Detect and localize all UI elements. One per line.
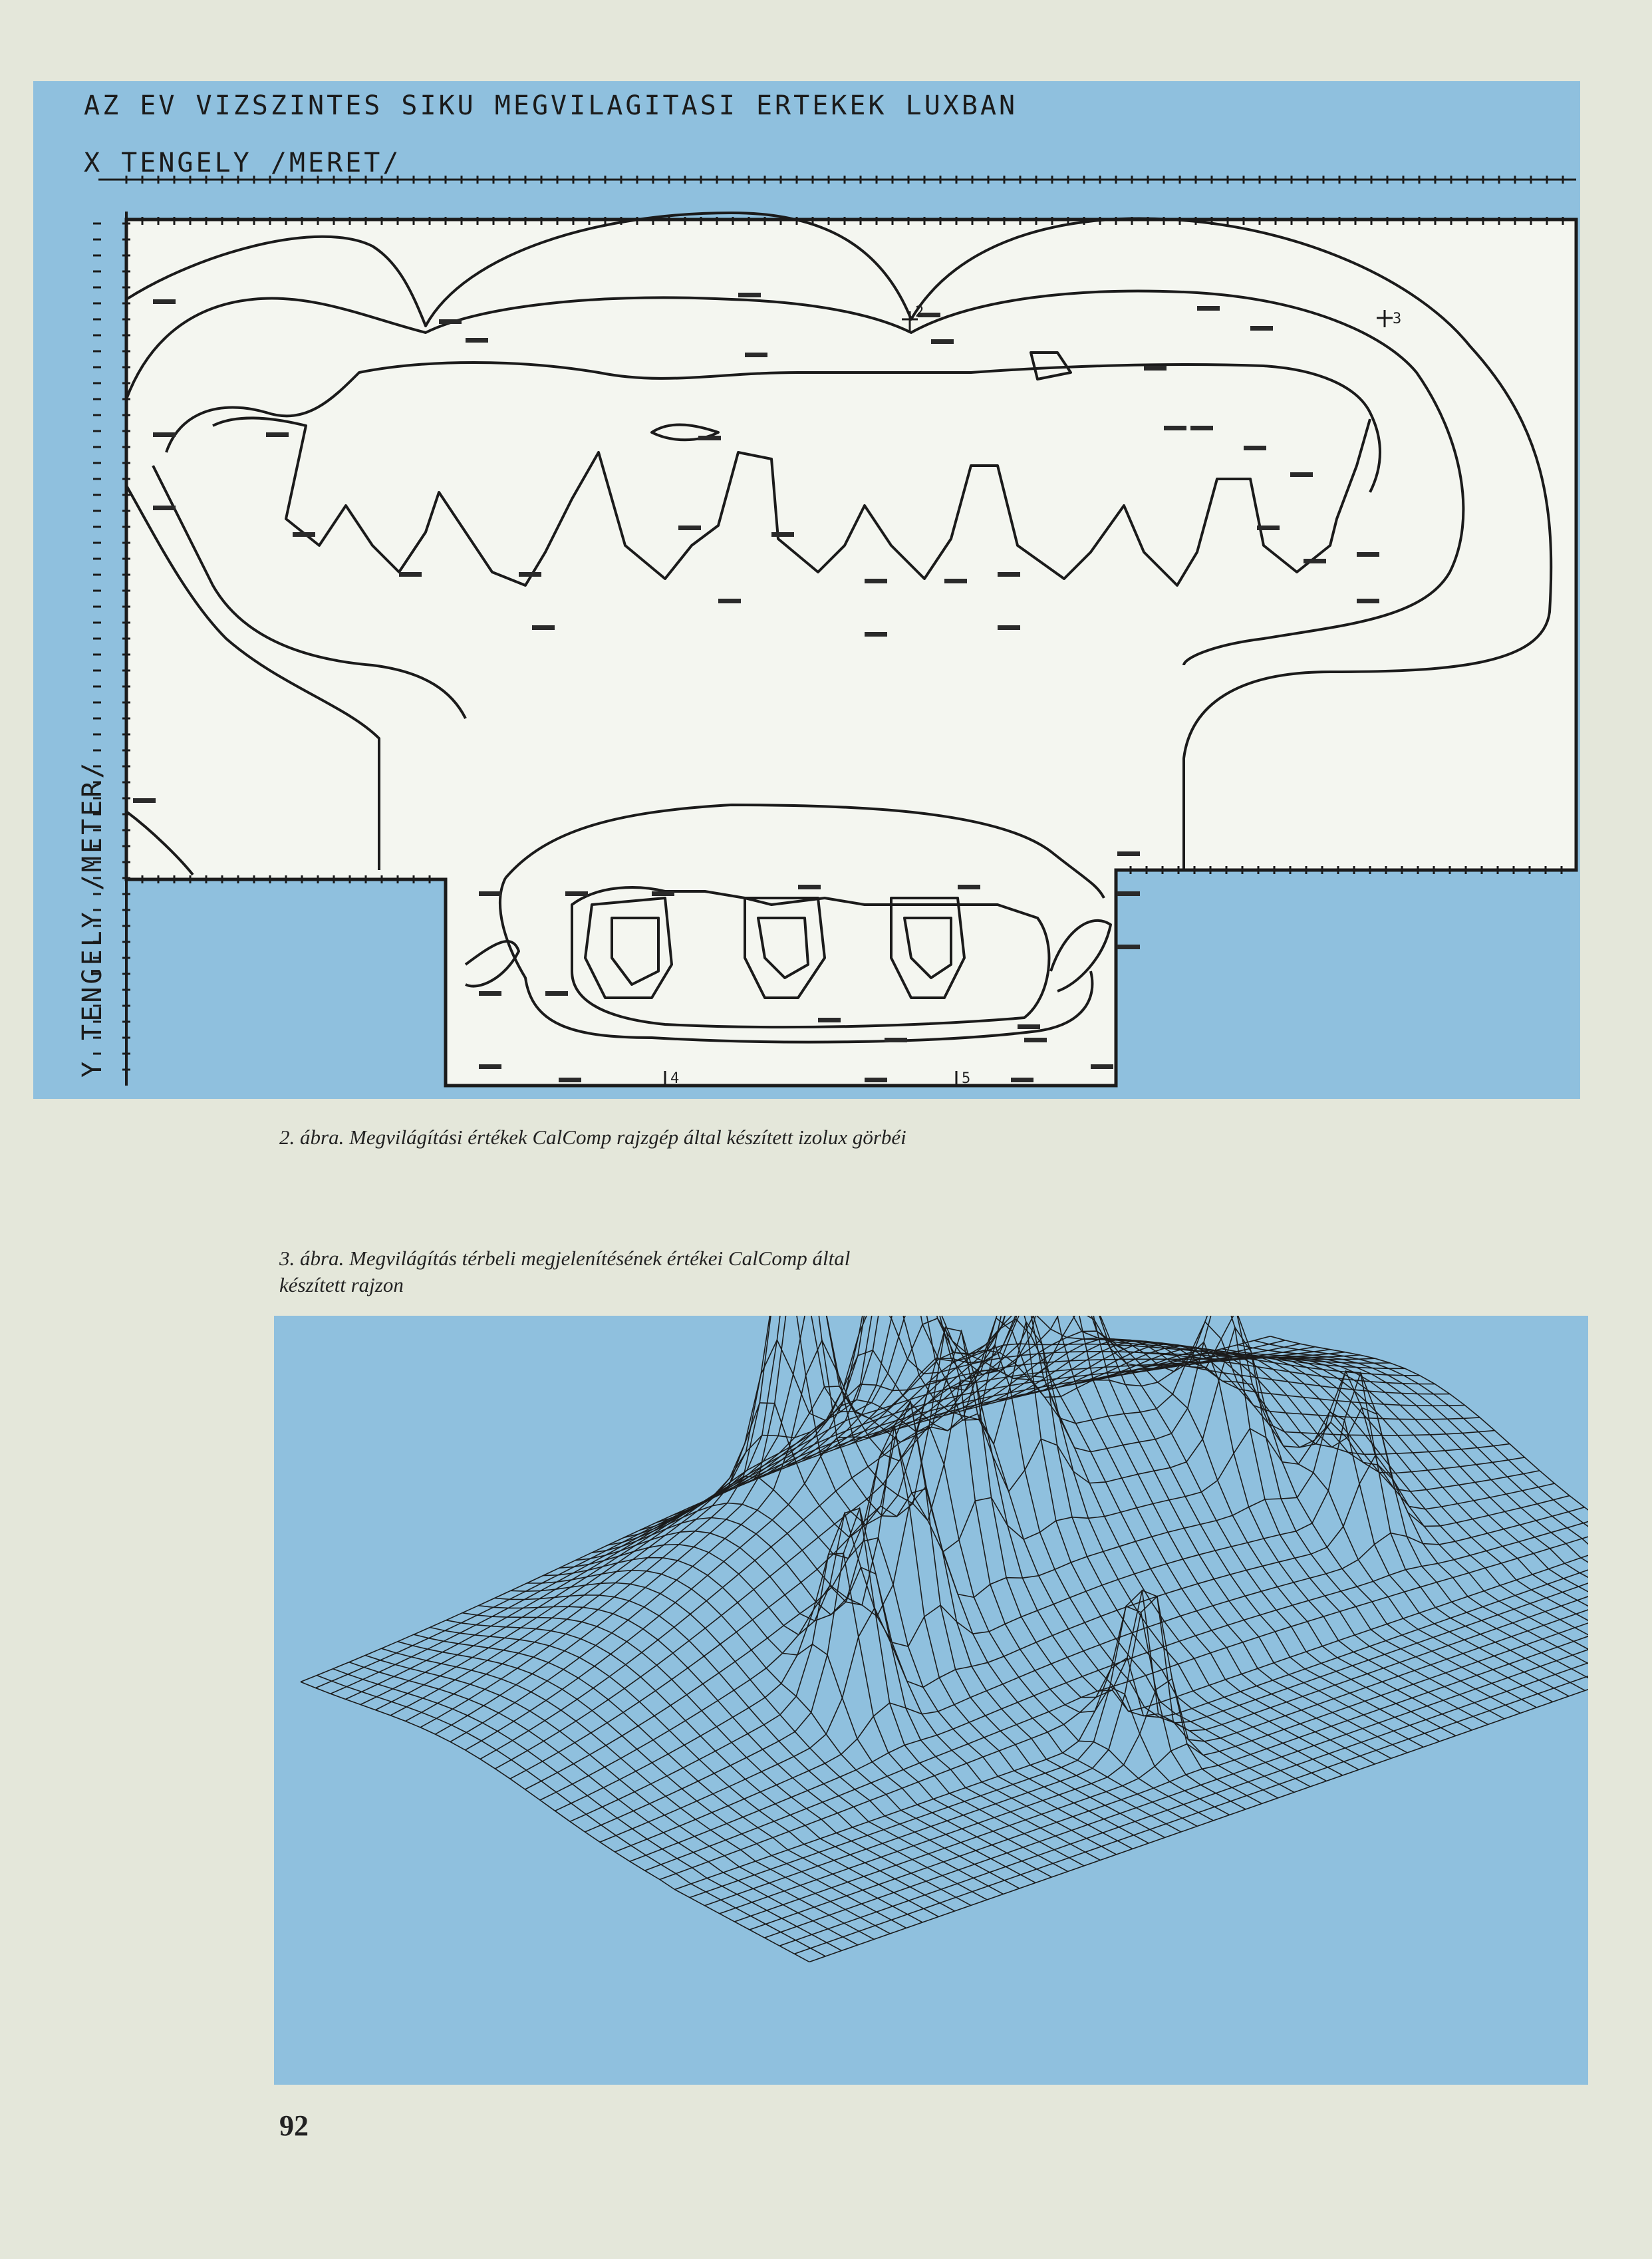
y-axis-title: Y TENGELY /METER/ <box>77 760 108 1078</box>
contour-value-mark <box>293 532 315 537</box>
wireframe-row <box>660 1541 1588 1880</box>
contour-value-mark <box>153 506 176 510</box>
wireframe-column <box>301 1682 809 1962</box>
wireframe-column <box>333 1669 842 1951</box>
contour-value-mark <box>745 353 767 357</box>
contour-value-mark <box>958 885 980 889</box>
surface-wireframe <box>274 1316 1588 2085</box>
wireframe-column <box>349 1662 858 1945</box>
wireframe-column <box>1222 1349 1588 1640</box>
contour-value-mark <box>479 1064 501 1069</box>
x-axis-title: X TENGELY /MERET/ <box>84 148 402 178</box>
wireframe-row <box>420 1316 1390 1728</box>
contour-value-mark <box>931 339 954 344</box>
contour-value-mark <box>865 1078 887 1082</box>
marker-2-label: 2 <box>915 304 924 321</box>
contour-value-mark <box>1091 1064 1113 1069</box>
contour-value-mark <box>545 991 568 996</box>
contour-value-mark <box>738 293 761 297</box>
contour-value-mark <box>1357 552 1379 557</box>
wireframe-row <box>436 1316 1405 1734</box>
contour-value-mark <box>652 891 674 896</box>
contour-value-mark <box>532 625 555 630</box>
contour-value-mark <box>1190 426 1213 430</box>
figure3-panel <box>274 1316 1588 2085</box>
wireframe-row <box>735 1582 1589 1922</box>
contour-value-mark <box>565 891 588 896</box>
contour-value-mark <box>399 572 422 577</box>
contour-value-mark <box>1197 306 1220 311</box>
contour-value-mark <box>479 991 501 996</box>
contour-value-mark <box>559 1078 581 1082</box>
wireframe-column <box>543 1558 1052 1877</box>
contour-value-mark <box>153 299 176 304</box>
contour-value-mark <box>698 436 721 440</box>
wireframe-column <box>414 1634 922 1922</box>
wireframe-row <box>779 1606 1588 1946</box>
wireframe-row <box>600 1455 1570 1842</box>
contour-value-mark <box>678 526 701 530</box>
plot-area <box>126 220 1576 1086</box>
contour-value-mark <box>439 319 462 324</box>
figure2-caption: 2. ábra. Megvilágítási értékek CalComp rajzgép által készített izolux görbéi <box>279 1126 906 1149</box>
contour-value-mark <box>818 1018 841 1022</box>
contour-value-mark <box>718 599 741 603</box>
contour-value-mark <box>1117 851 1140 856</box>
contour-value-mark <box>1117 945 1140 949</box>
wireframe-row <box>765 1598 1589 1938</box>
contour-value-mark <box>998 625 1020 630</box>
marker-3-label: 3 <box>1393 311 1402 327</box>
marker-5-label: 5 <box>962 1070 971 1087</box>
wireframe-row <box>615 1507 1585 1852</box>
contour-value-mark <box>1164 426 1186 430</box>
wireframe-column <box>1238 1345 1588 1634</box>
marker-4-label: 4 <box>670 1070 680 1087</box>
wireframe-column <box>446 1620 955 1911</box>
contour-value-mark <box>1290 472 1313 477</box>
contour-value-mark <box>1357 599 1379 603</box>
contour-value-mark <box>133 798 156 803</box>
contour-value-mark <box>865 632 887 637</box>
wireframe-column <box>656 1316 1165 1837</box>
wireframe-column <box>1093 1350 1588 1685</box>
wireframe-row <box>510 1316 1480 1779</box>
wireframe-row <box>585 1373 1555 1832</box>
contour-value-mark <box>1117 891 1140 896</box>
contour-value-mark <box>998 572 1020 577</box>
contour-value-mark <box>885 1038 907 1042</box>
contour-value-mark <box>1250 326 1273 331</box>
contour-value-mark <box>1304 559 1326 563</box>
contour-value-mark <box>865 579 887 583</box>
wireframe-column <box>1141 1356 1588 1668</box>
contour-value-mark <box>466 338 488 343</box>
contour-value-mark <box>798 885 821 889</box>
contour-value-mark <box>1011 1078 1033 1082</box>
page-number: 92 <box>279 2109 309 2142</box>
plot-title: AZ EV VIZSZINTES SIKU MEGVILAGITASI ERTEKEK LUXBAN <box>84 90 1018 121</box>
x-axis-ticks <box>126 176 1563 225</box>
wireframe-row <box>570 1371 1540 1821</box>
contour-value-mark <box>771 532 794 537</box>
contour-value-mark <box>266 432 289 437</box>
wireframe-column <box>1076 1348 1585 1691</box>
wireframe-column <box>1028 1342 1537 1707</box>
contour-value-mark <box>1144 366 1167 371</box>
wireframe-column <box>769 1316 1278 1798</box>
contour-value-mark <box>1257 526 1280 530</box>
contour-value-mark <box>479 891 501 896</box>
wireframe-row <box>331 1344 1300 1694</box>
contour-value-mark <box>1024 1038 1047 1042</box>
contour-value-mark <box>1018 1024 1040 1029</box>
contour-value-mark <box>944 579 967 583</box>
contour-value-mark <box>519 572 541 577</box>
wireframe-row <box>809 1622 1588 1962</box>
figure3-caption: 3. ábra. Megvilágítás térbeli megjelenítésének értékei CalComp által készített rajzon <box>279 1247 851 1296</box>
contour-value-mark <box>1244 446 1266 450</box>
contour-value-mark <box>153 432 176 437</box>
